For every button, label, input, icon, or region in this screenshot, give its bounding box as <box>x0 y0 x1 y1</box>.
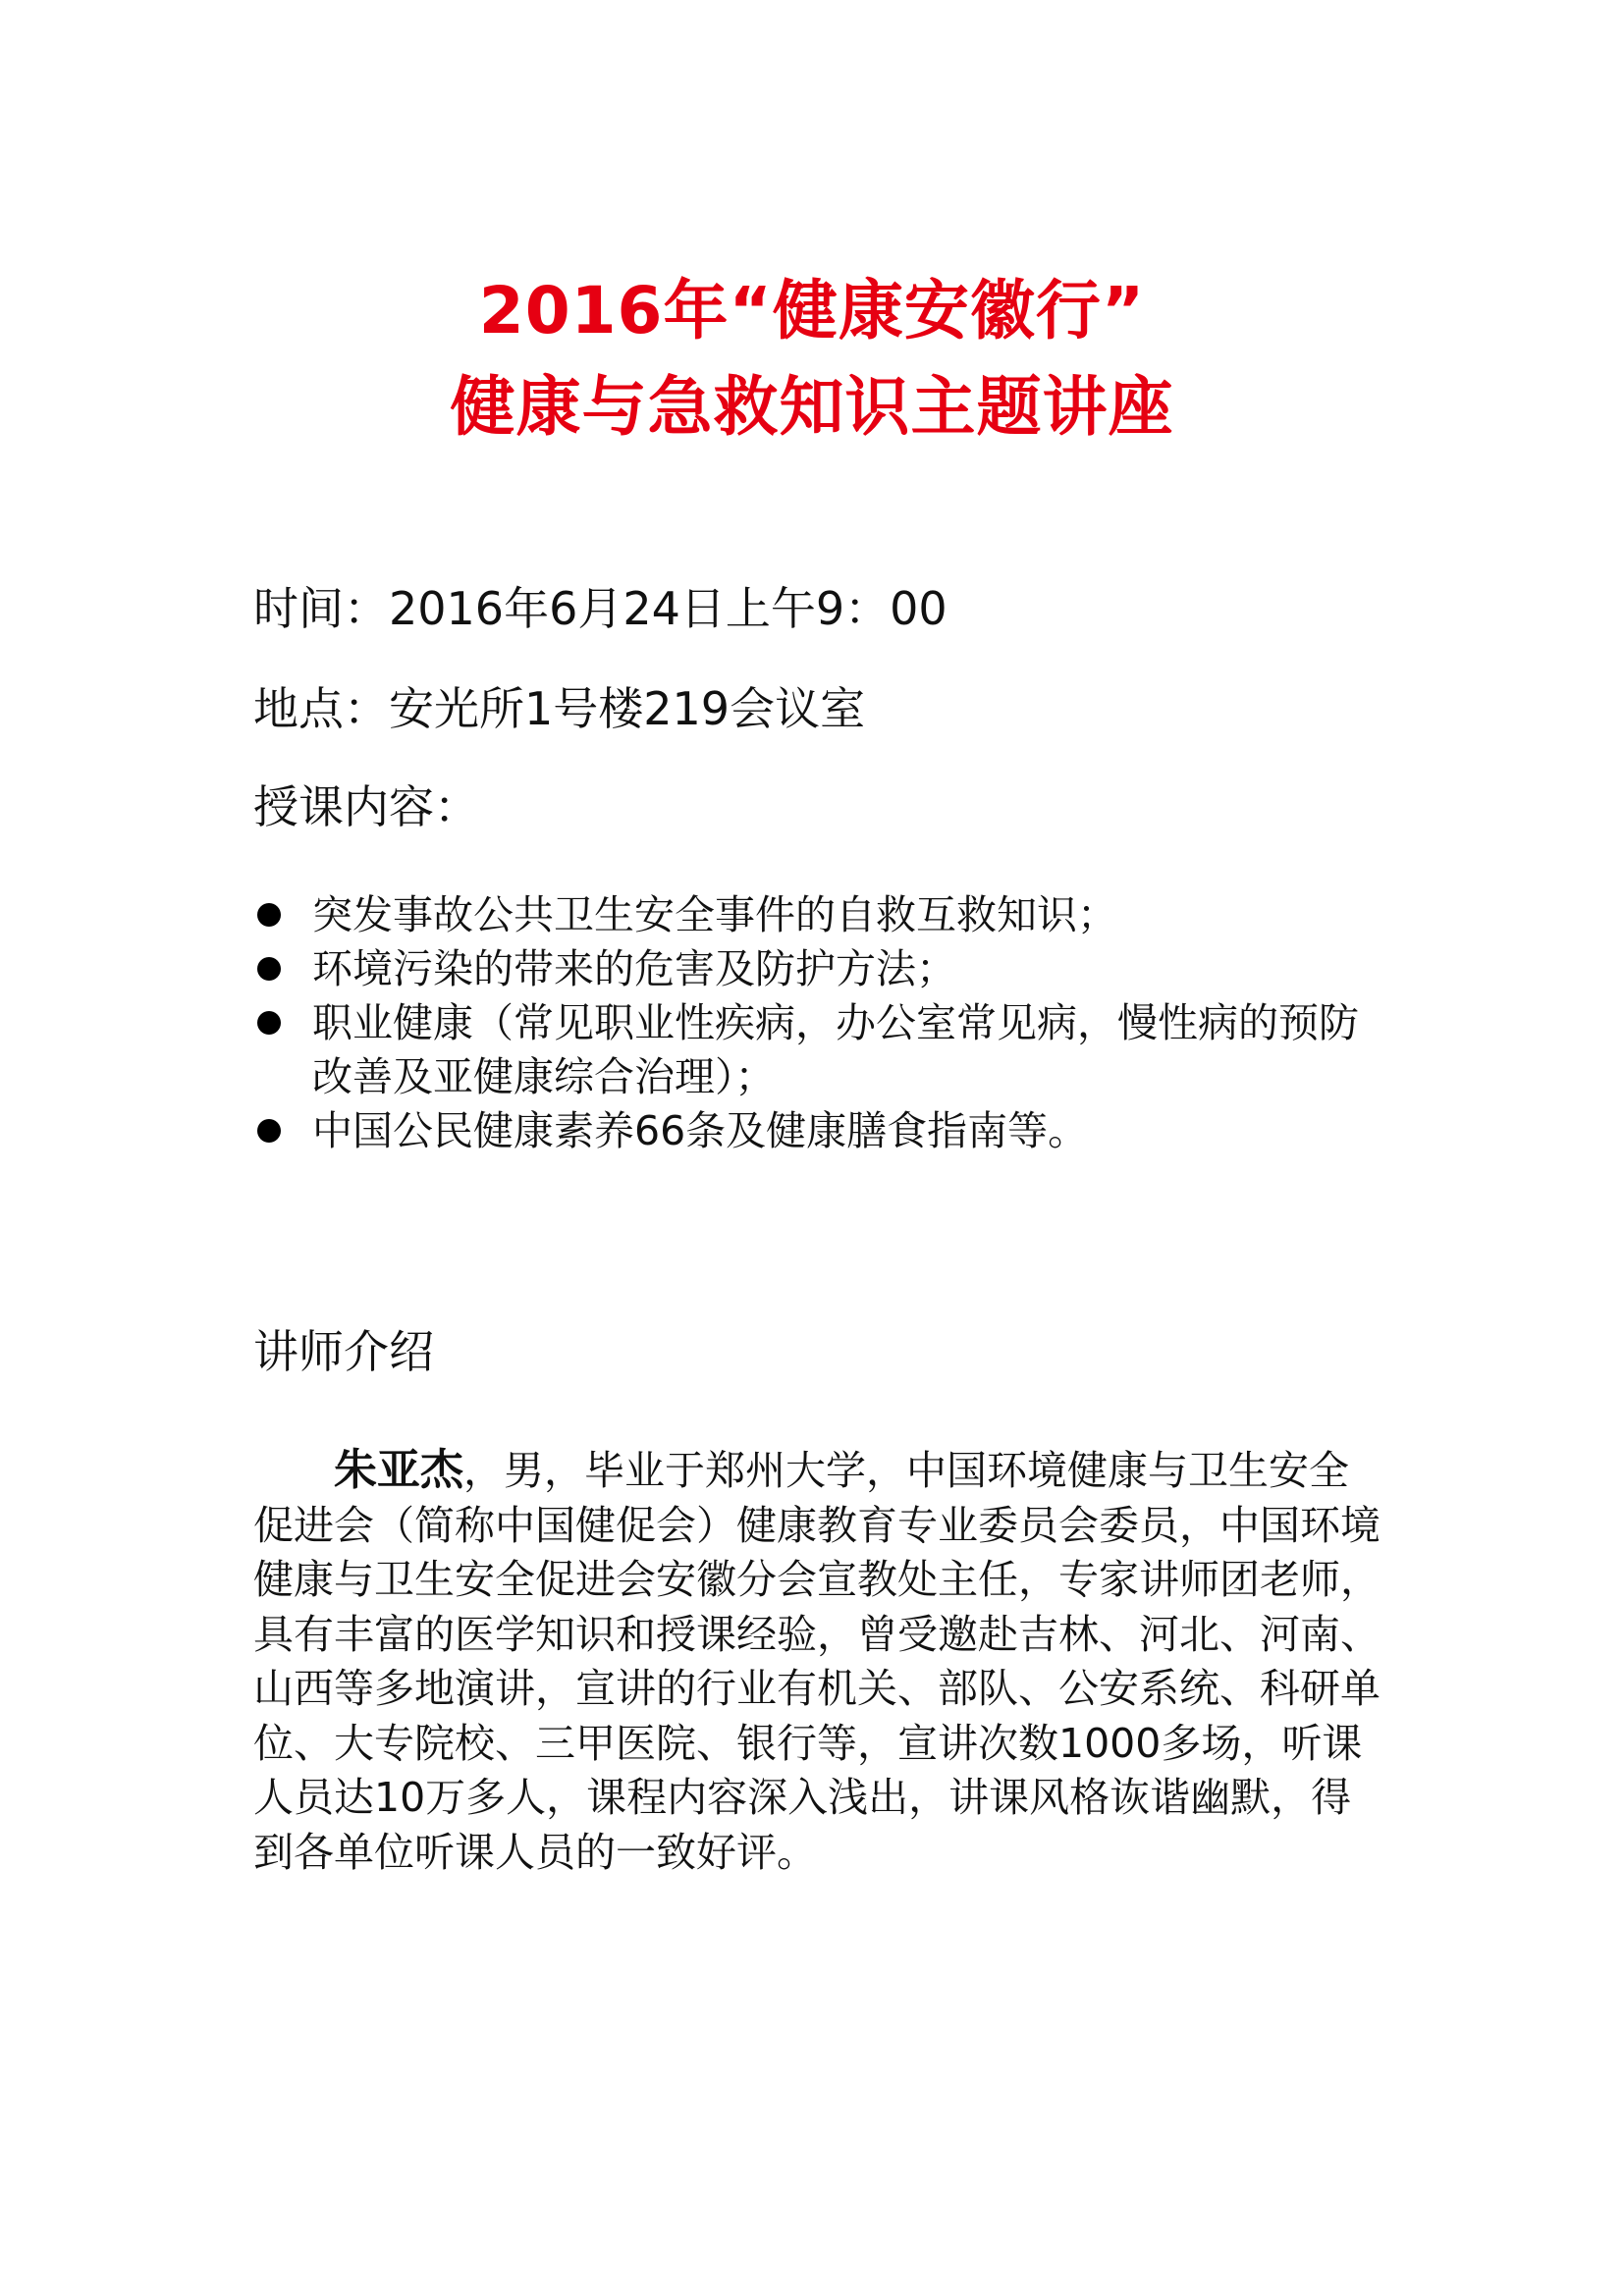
location-label: 地点： <box>253 682 389 735</box>
title-line-2: 健康与急救知识主题讲座 <box>450 369 1174 445</box>
time-line <box>253 579 947 638</box>
lecturer-heading: 讲师介绍 <box>253 1325 434 1378</box>
location-line <box>253 679 865 738</box>
bullet-icon <box>257 957 281 981</box>
list-item-text: 突发事故公共卫生安全事件的自救互救知识； <box>312 891 1117 938</box>
time-value: 2016年6月24日上午9：00 <box>389 582 947 635</box>
lecturer-name: 朱亚杰 <box>334 1445 463 1495</box>
list-item <box>253 888 1392 942</box>
bullet-icon <box>257 903 281 927</box>
bullet-icon <box>257 1119 281 1143</box>
title-line-1: 2016年“健康安徽行” <box>478 273 1146 348</box>
list-item-text: 中国公民健康素养66条及健康膳食指南等。 <box>312 1107 1089 1154</box>
content-list <box>253 888 1392 1158</box>
list-item-text: 环境污染的带来的危害及防护方法； <box>312 945 956 992</box>
lecturer-bio-text: ，男，毕业于郑州大学，中国环境健康与卫生安全促进会（简称中国健促会）健康教育专业委员会委员，中国环境健康与卫生安全促进会安徽分会宣教处主任，专家讲师团老师，具有丰富的医学知识和授课经验，曾受邀赴吉林、河北、河南、山西等多地演讲，宣讲的行业有机关、部队、公安系统、科研单位、大专院校、三甲医院、银行等，宣讲次数1000多场，听课人员达10万多人，课程内容深入浅出，讲课风格诙谐幽默，得到各单位听课人员的一致好评。 <box>253 1447 1380 1876</box>
time-label: 时间： <box>253 582 389 635</box>
list-item <box>253 942 1392 996</box>
list-item-text: 职业健康（常见职业性疾病，办公室常见病，慢性病的预防改善及亚健康综合治理）； <box>312 999 1359 1100</box>
title-block <box>0 263 1624 455</box>
lecturer-bio <box>253 1443 1382 1880</box>
list-item <box>253 996 1392 1104</box>
list-item <box>253 1104 1392 1158</box>
content-heading: 授课内容： <box>253 780 479 833</box>
bullet-icon <box>257 1011 281 1035</box>
location-value: 安光所1号楼219会议室 <box>389 682 866 735</box>
